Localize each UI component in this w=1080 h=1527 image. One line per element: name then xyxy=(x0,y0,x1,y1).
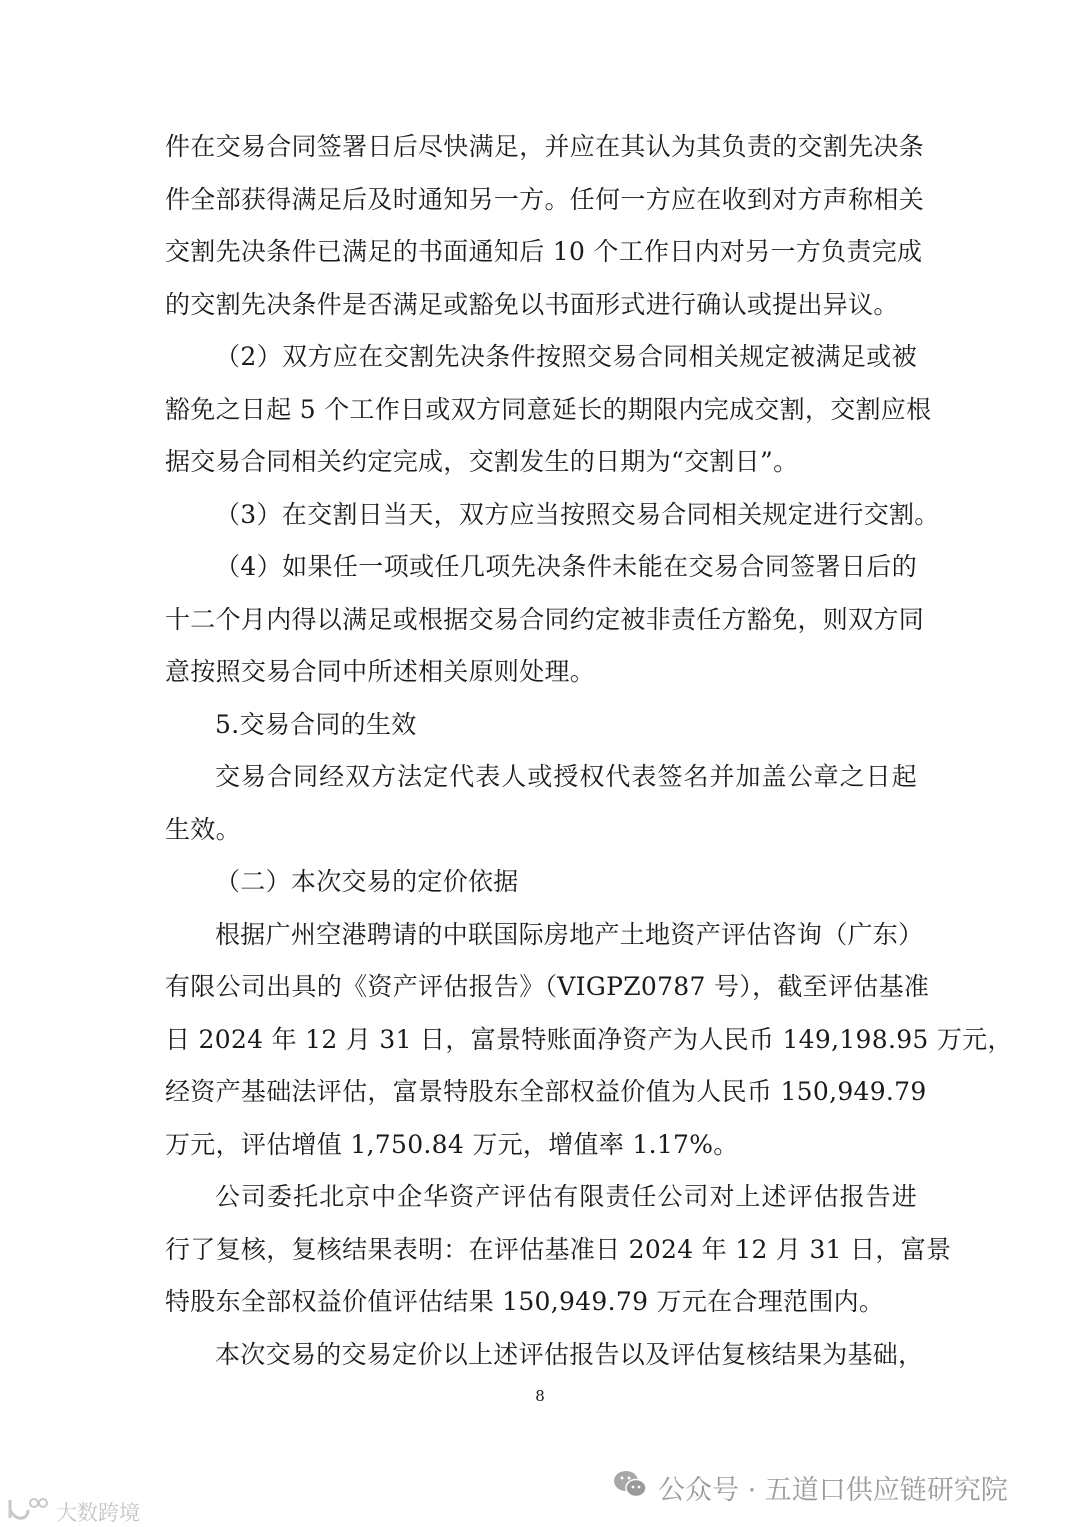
text-line: 件全部获得满足后及时通知另一方。任何一方应在收到对方声称相关 xyxy=(165,184,925,214)
wechat-icon xyxy=(612,1468,648,1507)
text-line: （4）如果任一项或任几项先决条件未能在交易合同签署日后的 xyxy=(215,552,917,581)
text-line: （2）双方应在交割先决条件按照交易合同相关规定被满足或被 xyxy=(215,342,917,371)
text-line: 本次交易的交易定价以上述评估报告以及评估复核结果为基础， xyxy=(215,1339,924,1369)
brand-logo-icon xyxy=(6,1496,50,1527)
text-line: 据交易合同相关约定完成，交割发生的日期为“交割日”。 xyxy=(165,447,799,476)
text-line: 经资产基础法评估，富景特股东全部权益价值为人民币 150,949.79 xyxy=(165,1077,927,1106)
watermark-text: 公众号 · 五道口供应链研究院 xyxy=(658,1475,1008,1506)
text-line: 有限公司出具的《资产评估报告》（VIGPZ0787 号），截至评估基准 xyxy=(165,972,930,1001)
brand-watermark-text: 大数跨境 xyxy=(56,1500,140,1525)
brand-watermark xyxy=(6,1496,140,1527)
text-line: 5.交易合同的生效 xyxy=(215,709,417,739)
text-line: 豁免之日起 5 个工作日或双方同意延长的期限内完成交割，交割应根 xyxy=(165,394,932,424)
text-line: 意按照交易合同中所述相关原则处理。 xyxy=(165,657,596,686)
text-line: （二）本次交易的定价依据 xyxy=(215,867,519,896)
text-line: 行了复核，复核结果表明：在评估基准日 2024 年 12 月 31 日，富景 xyxy=(165,1234,952,1264)
text-line: 生效。 xyxy=(165,814,241,844)
text-line: 日 2024 年 12 月 31 日，富景特账面净资产为人民币 149,198.95 万元， xyxy=(165,1024,1013,1054)
document-body xyxy=(165,121,1013,1381)
wechat-watermark xyxy=(612,1468,1008,1507)
text-line: 公司委托北京中企华资产评估有限责任公司对上述评估报告进 xyxy=(215,1182,917,1211)
text-line: 交易合同经双方法定代表人或授权代表签名并加盖公章之日起 xyxy=(215,762,917,791)
text-line: 件在交易合同签署日后尽快满足，并应在其认为其负责的交割先决条 xyxy=(165,132,925,161)
text-line: 特股东全部权益价值评估结果 150,949.79 万元在合理范围内。 xyxy=(165,1287,885,1316)
text-line: 十二个月内得以满足或根据交易合同约定被非责任方豁免，则双方同 xyxy=(165,604,925,634)
text-line: 的交割先决条件是否满足或豁免以书面形式进行确认或提出异议。 xyxy=(165,289,899,319)
text-line: 交割先决条件已满足的书面通知后 10 个工作日内对另一方负责完成 xyxy=(165,237,923,266)
text-line: 根据广州空港聘请的中联国际房地产土地资产评估咨询（广东） xyxy=(215,919,924,949)
text-line: 万元，评估增值 1,750.84 万元，增值率 1.17%。 xyxy=(165,1129,739,1159)
text-line: （3）在交割日当天，双方应当按照交易合同相关规定进行交割。 xyxy=(215,499,940,529)
page-number: 8 xyxy=(535,1387,545,1405)
